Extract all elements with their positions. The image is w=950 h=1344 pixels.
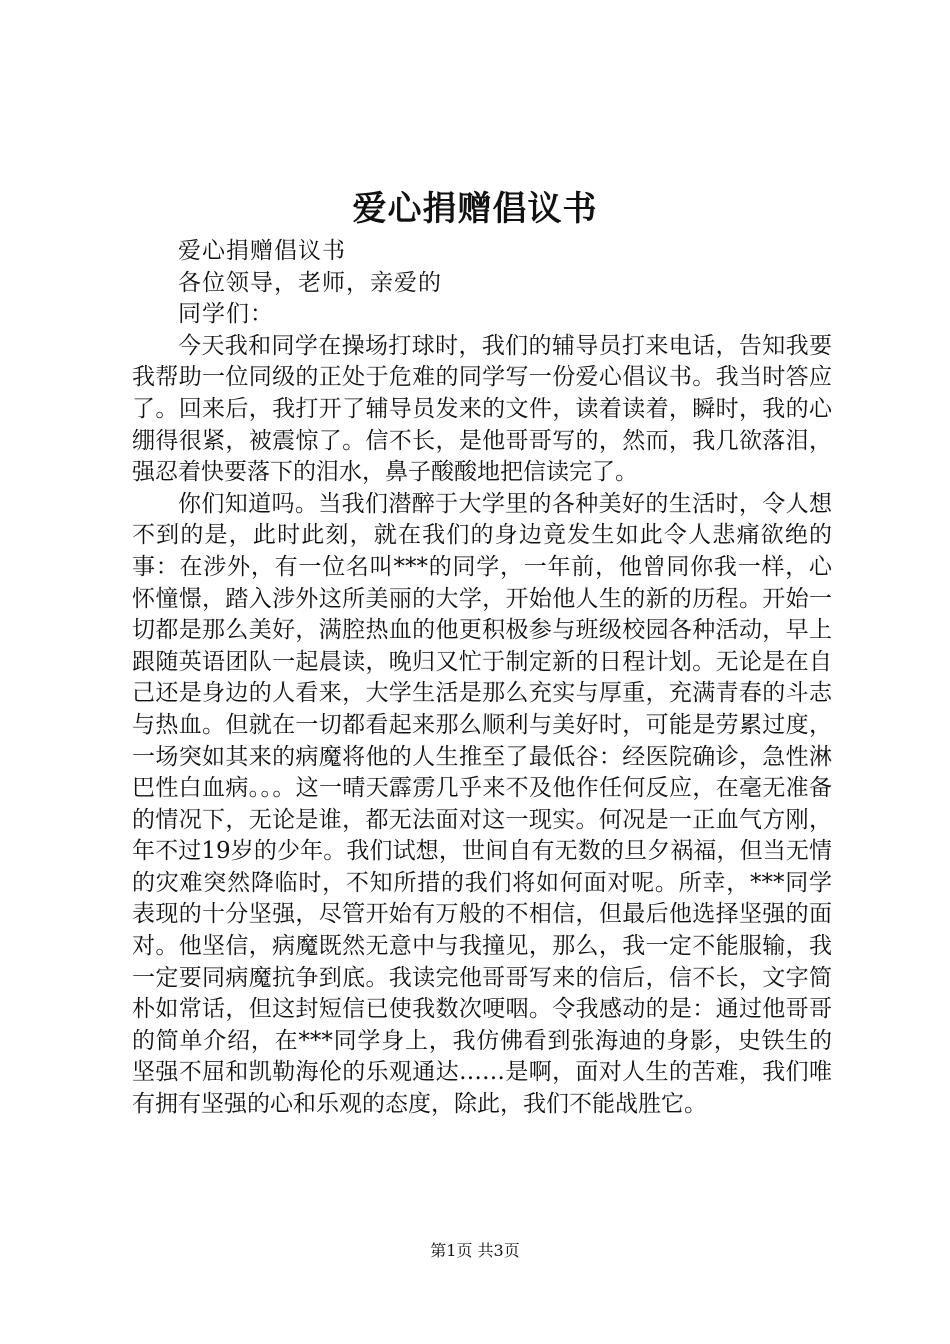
paragraph-intro: 今天我和同学在操场打球时，我们的辅导员打来电话，告知我要我帮助一位同级的正处于危难的同学写一份爱心倡议书。我当时答应了。回来后，我打开了辅导员发来的文件，读着读着，瞬时，我的心绷得很紧，被震惊了。信不长，是他哥哥写的，然而，我几欲落泪，强忍着快要落下的泪水，鼻子酸酸地把信读完了。	[132, 332, 832, 486]
page-footer: 第1页 共3页	[430, 1241, 520, 1260]
document-body	[132, 236, 832, 1121]
paragraph-heading: 爱心捐赠倡议书	[178, 238, 346, 264]
paragraph-salutation-cont: 同学们：	[178, 301, 274, 328]
document-title: 爱心捐赠倡议书	[352, 189, 598, 229]
paragraph-story: 你们知道吗。当我们潜醉于大学里的各种美好的生活时，令人想不到的是，此时此刻，就在我们的身边竟发生如此令人悲痛欲绝的事：在涉外，有一位名叫***的同学，一年前，他曾同你我一样，心怀憧憬，踏入涉外这所美丽的大学，开始他人生的新的历程。开始一切都是那么美好，满腔热血的他更积极参与班级校园各种活动，早上跟随英语团队一起晨读，晚归又忙于制定新的日程计划。无论是在自己还是身边的人看来，大学生活是那么充实与厚重，充满青春的斗志与热血。但就在一切都看起来那么顺利与美好时，可能是劳累过度，一场突如其来的病魔将他的人生推至了最低谷：经医院确诊，急性淋巴性白血病。。。这一晴天霹雳几乎来不及他作任何反应，在毫无准备的情况下，无论是谁，都无法面对这一现实。何况是一正血气方刚，年不过19岁的少年。我们试想，世间自有无数的旦夕祸福，但当无情的灾难突然降临时，不知所措的我们将如何面对呢。所幸，***同学表现的十分坚强，尽管开始有万般的不相信，但最后他选择坚强的面对。他坚信，病魔既然无意中与我撞见，那么，我一定不能服输，我一定要同病魔抗争到底。我读完他哥哥写来的信后，信不长，文字简朴如常话，但这封短信已使我数次哽咽。令我感动的是：通过他哥哥的简单介绍，在***同学身上，我仿佛看到张海迪的身影，史铁生的坚强不屈和凯勒海伦的乐观通达……是啊，面对人生的苦难，我们唯有拥有坚强的心和乐观的态度，除此，我们不能战胜它。	[132, 490, 832, 1118]
paragraph-salutation: 各位领导，老师，亲爱的	[178, 269, 442, 296]
